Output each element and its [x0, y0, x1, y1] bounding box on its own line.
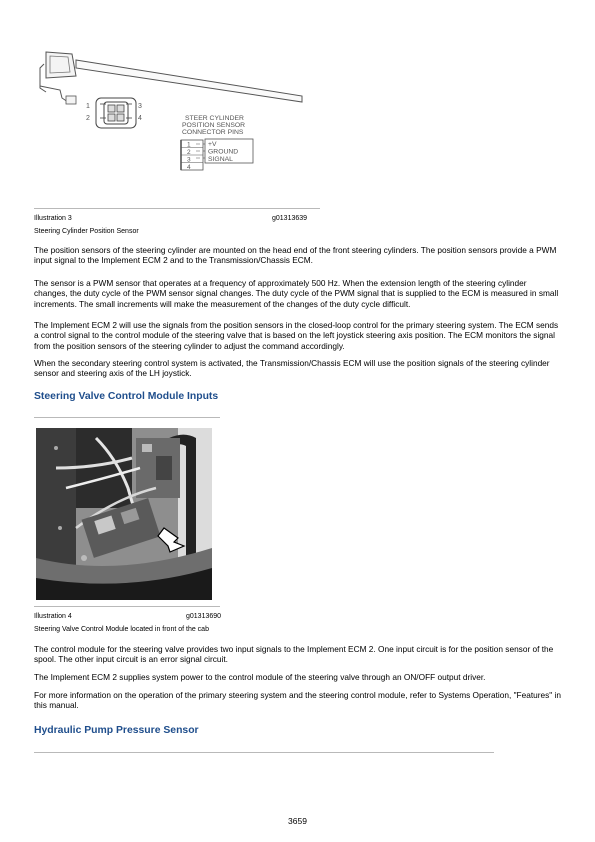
pin-number: 2: [86, 115, 90, 122]
paragraph: When the secondary steering control system is activated, the Transmission/Chassis ECM will use the position signals of the steering cylinder sensor and steering axis of the LH joystick.: [34, 358, 550, 379]
illustration4-code: g01313690: [186, 613, 222, 620]
illustration3-code: g01313639: [272, 215, 308, 222]
heading-rule: [34, 417, 220, 418]
control-module-photo: [36, 428, 212, 600]
illustration4-caption: Steering Valve Control Module located in front of the cab: [34, 626, 209, 633]
page-number: 3659: [288, 816, 307, 826]
heading-rule: [34, 752, 494, 753]
illustration4-rule: [34, 606, 220, 607]
connector-title-line: CONNECTOR PINS: [182, 129, 244, 136]
illustration3-caption: Steering Cylinder Position Sensor: [34, 228, 139, 235]
pin-number: 3: [138, 103, 142, 110]
illustration4-label: Illustration 4: [34, 613, 72, 620]
paragraph: The control module for the steering valve provides two input signals to the Implement ECM 2. One input circuit is for the position sensor of the spool. The other input circuit is an error signal circuit.: [34, 644, 554, 665]
illustration3-rule: [34, 208, 320, 209]
schematic-pin-number: 4: [187, 164, 191, 171]
connector-title-line: STEER CYLINDER: [185, 115, 244, 122]
signal-label: GROUND: [208, 148, 239, 156]
schematic-pin-number: 2: [187, 149, 191, 156]
illustration3-label: Illustration 3: [34, 215, 72, 222]
paragraph: The Implement ECM 2 will use the signals from the position sensors in the closed-loop control for the primary steering system. The ECM sends a control signal to the control module of the steering valve that is based on the left joystick steering axis position. The ECM monitors the signal from the position sensors of the steering cylinder to adjust the command accordingly.: [34, 320, 559, 351]
schematic-pin-number: 1: [187, 141, 191, 149]
section-heading: Hydraulic Pump Pressure Sensor: [34, 725, 199, 736]
connector-title-line: POSITION SENSOR: [182, 122, 246, 129]
signal-label: SIGNAL: [208, 156, 233, 163]
paragraph: For more information on the operation of the primary steering system and the steering control module, refer to Systems Operation, "Features" in this manual.: [34, 690, 561, 711]
pin-number: 4: [138, 115, 142, 122]
signal-label: +V: [208, 141, 217, 148]
pin-number: 1: [86, 103, 90, 110]
paragraph: The position sensors of the steering cylinder are mounted on the head end of the front steering cylinders. The position sensors provide a PWM input signal to the Implement ECM 2 and to the Transmission/Chassis ECM.: [34, 245, 557, 266]
sensor-diagram: [20, 46, 320, 176]
paragraph: The Implement ECM 2 supplies system power to the control module of the steering valve through an ON/OFF output driver.: [34, 672, 486, 682]
schematic-pin-number: 3: [187, 156, 191, 164]
section-heading: Steering Valve Control Module Inputs: [34, 391, 219, 402]
paragraph: The sensor is a PWM sensor that operates at a frequency of approximately 500 Hz. When the extension length of the steering cylinder changes, the duty cycle of the PWM sensor signal changes. The duty cycle of the PWM signal that is supplied to the ECM is measured in small increments. The small increments will make the measurement of the changes of the duty cycle difficult.: [34, 278, 559, 309]
